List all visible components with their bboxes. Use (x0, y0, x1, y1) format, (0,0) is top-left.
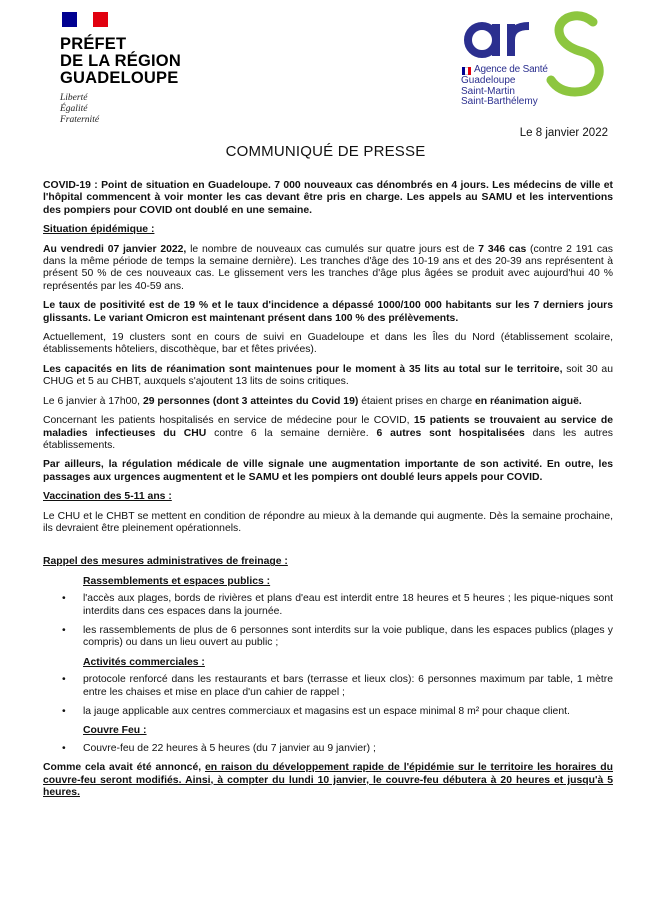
ars-territory: Guadeloupe (461, 75, 516, 86)
subheading-commerce: Activités commerciales : (83, 656, 205, 668)
flag-white-band (77, 12, 92, 27)
prefecture-line: PRÉFET (60, 35, 127, 53)
motto-line: Fraternité (60, 115, 100, 125)
ars-agency-label: Agence de Santé (474, 64, 548, 75)
list-item: • les rassemblements de plus de 6 personnes sont interdits sur la voie publique, dans les espaces publics (plages y compris) ou dans un lieu ouvert au public ; (43, 625, 613, 650)
section-heading-situation: Situation épidémique : (43, 224, 155, 236)
paragraph-icu-patients (43, 396, 613, 408)
release-date: Le 8 janvier 2022 (519, 127, 608, 139)
text-run: (contre 2 191 cas dans la même période de temps la semaine dernière). Les tranches d'âge des 10-19 ans et des 20-39 ans représentent à présent 50 % de ces nouveaux cas. Le glissement vers les tranches d'âge plus âgées se produit avec aujourd'hui 40 % représentés par les 40-59 ans. (43, 243, 614, 292)
bold-other-patients: 6 autres sont hospitalisées (376, 427, 525, 439)
ars-territory: Saint-Martin (461, 85, 515, 97)
bold-date: Au vendredi 07 janvier 2022, (43, 243, 187, 255)
text-run: étaient prises en charge (358, 395, 475, 407)
paragraph-icu-capacity (43, 364, 613, 389)
list-item: • protocole renforcé dans les restaurants et bars (terrasse et lieux clos): 6 personnes maximum par table, 1 mètre entre les chaises et mise en place d'un cahier de rappel ; (43, 674, 613, 699)
republic-motto (60, 93, 230, 126)
motto-line: Liberté (60, 93, 88, 103)
prefecture-line: GUADELOUPE (60, 69, 179, 87)
text-run: Concernant les patients hospitalisés en service de médecine pour le COVID, (43, 415, 414, 427)
underlined-curfew-text: en raison du développement rapide de l'épidémie sur le territoire les horaires du couvre-feu seront modifiés. Ainsi, à compter du lundi 10 janvier, le couvre-feu débutera à 20 heures et jusqu'à 5 heures. (43, 762, 614, 799)
french-flag-icon (62, 12, 108, 27)
paragraph-vaccination: Le CHU et le CHBT se mettent en condition de répondre au mieux à la demande qui augmente. Dès la semaine prochaine, ils devraient être pleinement opérationnels. (43, 510, 613, 534)
text-run: soit 30 au CHUG et 5 au CHBT, auxquels s'ajoutent 13 lits de soins critiques. (43, 363, 613, 388)
paragraph-regulation: Par ailleurs, la régulation médicale de ville signale une augmentation importante de son activité. En outre, les passages aux urgences augmentent et le SAMU et les pompiers ont doublé leurs appels pour COVID. (43, 459, 613, 483)
paragraph-clusters: Actuellement, 19 clusters sont en cours de suivi en Guadeloupe et dans les Îles du Nord (établissement scolaire, établissements hôteliers, discothèque, bar et fêtes privées). (43, 332, 613, 356)
paragraph-positivity: Le taux de positivité est de 19 % et le taux d'incidence a dépassé 1000/100 000 habitants sur les 7 derniers jours glissants. Le variant Omicron est maintenant présent dans 100 % des prélèvements. (43, 300, 613, 324)
paragraph-hospitalized (43, 415, 613, 452)
flag-red-band (93, 12, 108, 27)
prefecture-name (60, 36, 230, 87)
text-run: Le 6 janvier à 17h00, (43, 395, 143, 407)
flag-blue-band (62, 12, 77, 27)
list-item: • l'accès aux plages, bords de rivières et plans d'eau est interdit entre 18 heures et 5 heures ; les pique-niques sont interdits dans ces espaces dans la journée. (43, 593, 613, 618)
bold-icu: en réanimation aiguë. (475, 395, 582, 407)
subheading-curfew: Couvre Feu : (83, 725, 147, 737)
motto-line: Égalité (60, 104, 88, 114)
spacer (43, 542, 613, 556)
bold-case-count: 7 346 cas (478, 243, 527, 255)
bold-capacity: Les capacités en lits de réanimation sont maintenues pour le moment à 35 lits au total sur le territoire, (43, 363, 563, 375)
text-run: contre 6 la semaine dernière. (206, 427, 377, 439)
bold-chu-patients: 15 patients se trouvaient au service de maladies infectieuses du CHU (43, 415, 614, 439)
text-run: dans les autres établissements. (43, 427, 613, 451)
paragraph-curfew-change (43, 762, 613, 799)
list-item: • la jauge applicable aux centres commerciaux et magasins est un espace minimal 8 m² pour chaque client. (43, 706, 613, 718)
prefecture-line: DE LA RÉGION (60, 52, 181, 70)
mini-flag-icon (462, 67, 471, 75)
page-title: COMMUNIQUÉ DE PRESSE (225, 143, 426, 160)
ars-territory: Saint-Barthélemy (461, 96, 538, 107)
prefecture-logo-block (60, 12, 230, 126)
subheading-gatherings: Rassemblements et espaces publics : (83, 575, 271, 587)
ars-logo-block (455, 8, 635, 113)
section-heading-measures: Rappel des mesures administratives de freinage : (43, 556, 288, 568)
text-run: Comme cela avait été annoncé, (43, 762, 205, 774)
list-item: • Couvre-feu de 22 heures à 5 heures (du 7 janvier au 9 janvier) ; (43, 743, 613, 755)
section-heading-vaccination: Vaccination des 5-11 ans : (43, 491, 172, 503)
bold-patients: 29 personnes (dont 3 atteintes du Covid 19) (142, 395, 359, 407)
ars-territories (461, 76, 538, 108)
release-body (43, 180, 613, 806)
paragraph-new-cases (43, 244, 613, 294)
text-run: le nombre de nouveaux cas cumulés sur quatre jours est de (186, 243, 479, 255)
intro-paragraph: COVID-19 : Point de situation en Guadeloupe. 7 000 nouveaux cas dénombrés en 4 jours. Les médecins de ville et l'hôpital commencent à voir monter les cas devant être pris en charge. Les appels au SAMU et les interventions des pompiers pour COVID ont doublé en une semaine. (43, 180, 613, 216)
